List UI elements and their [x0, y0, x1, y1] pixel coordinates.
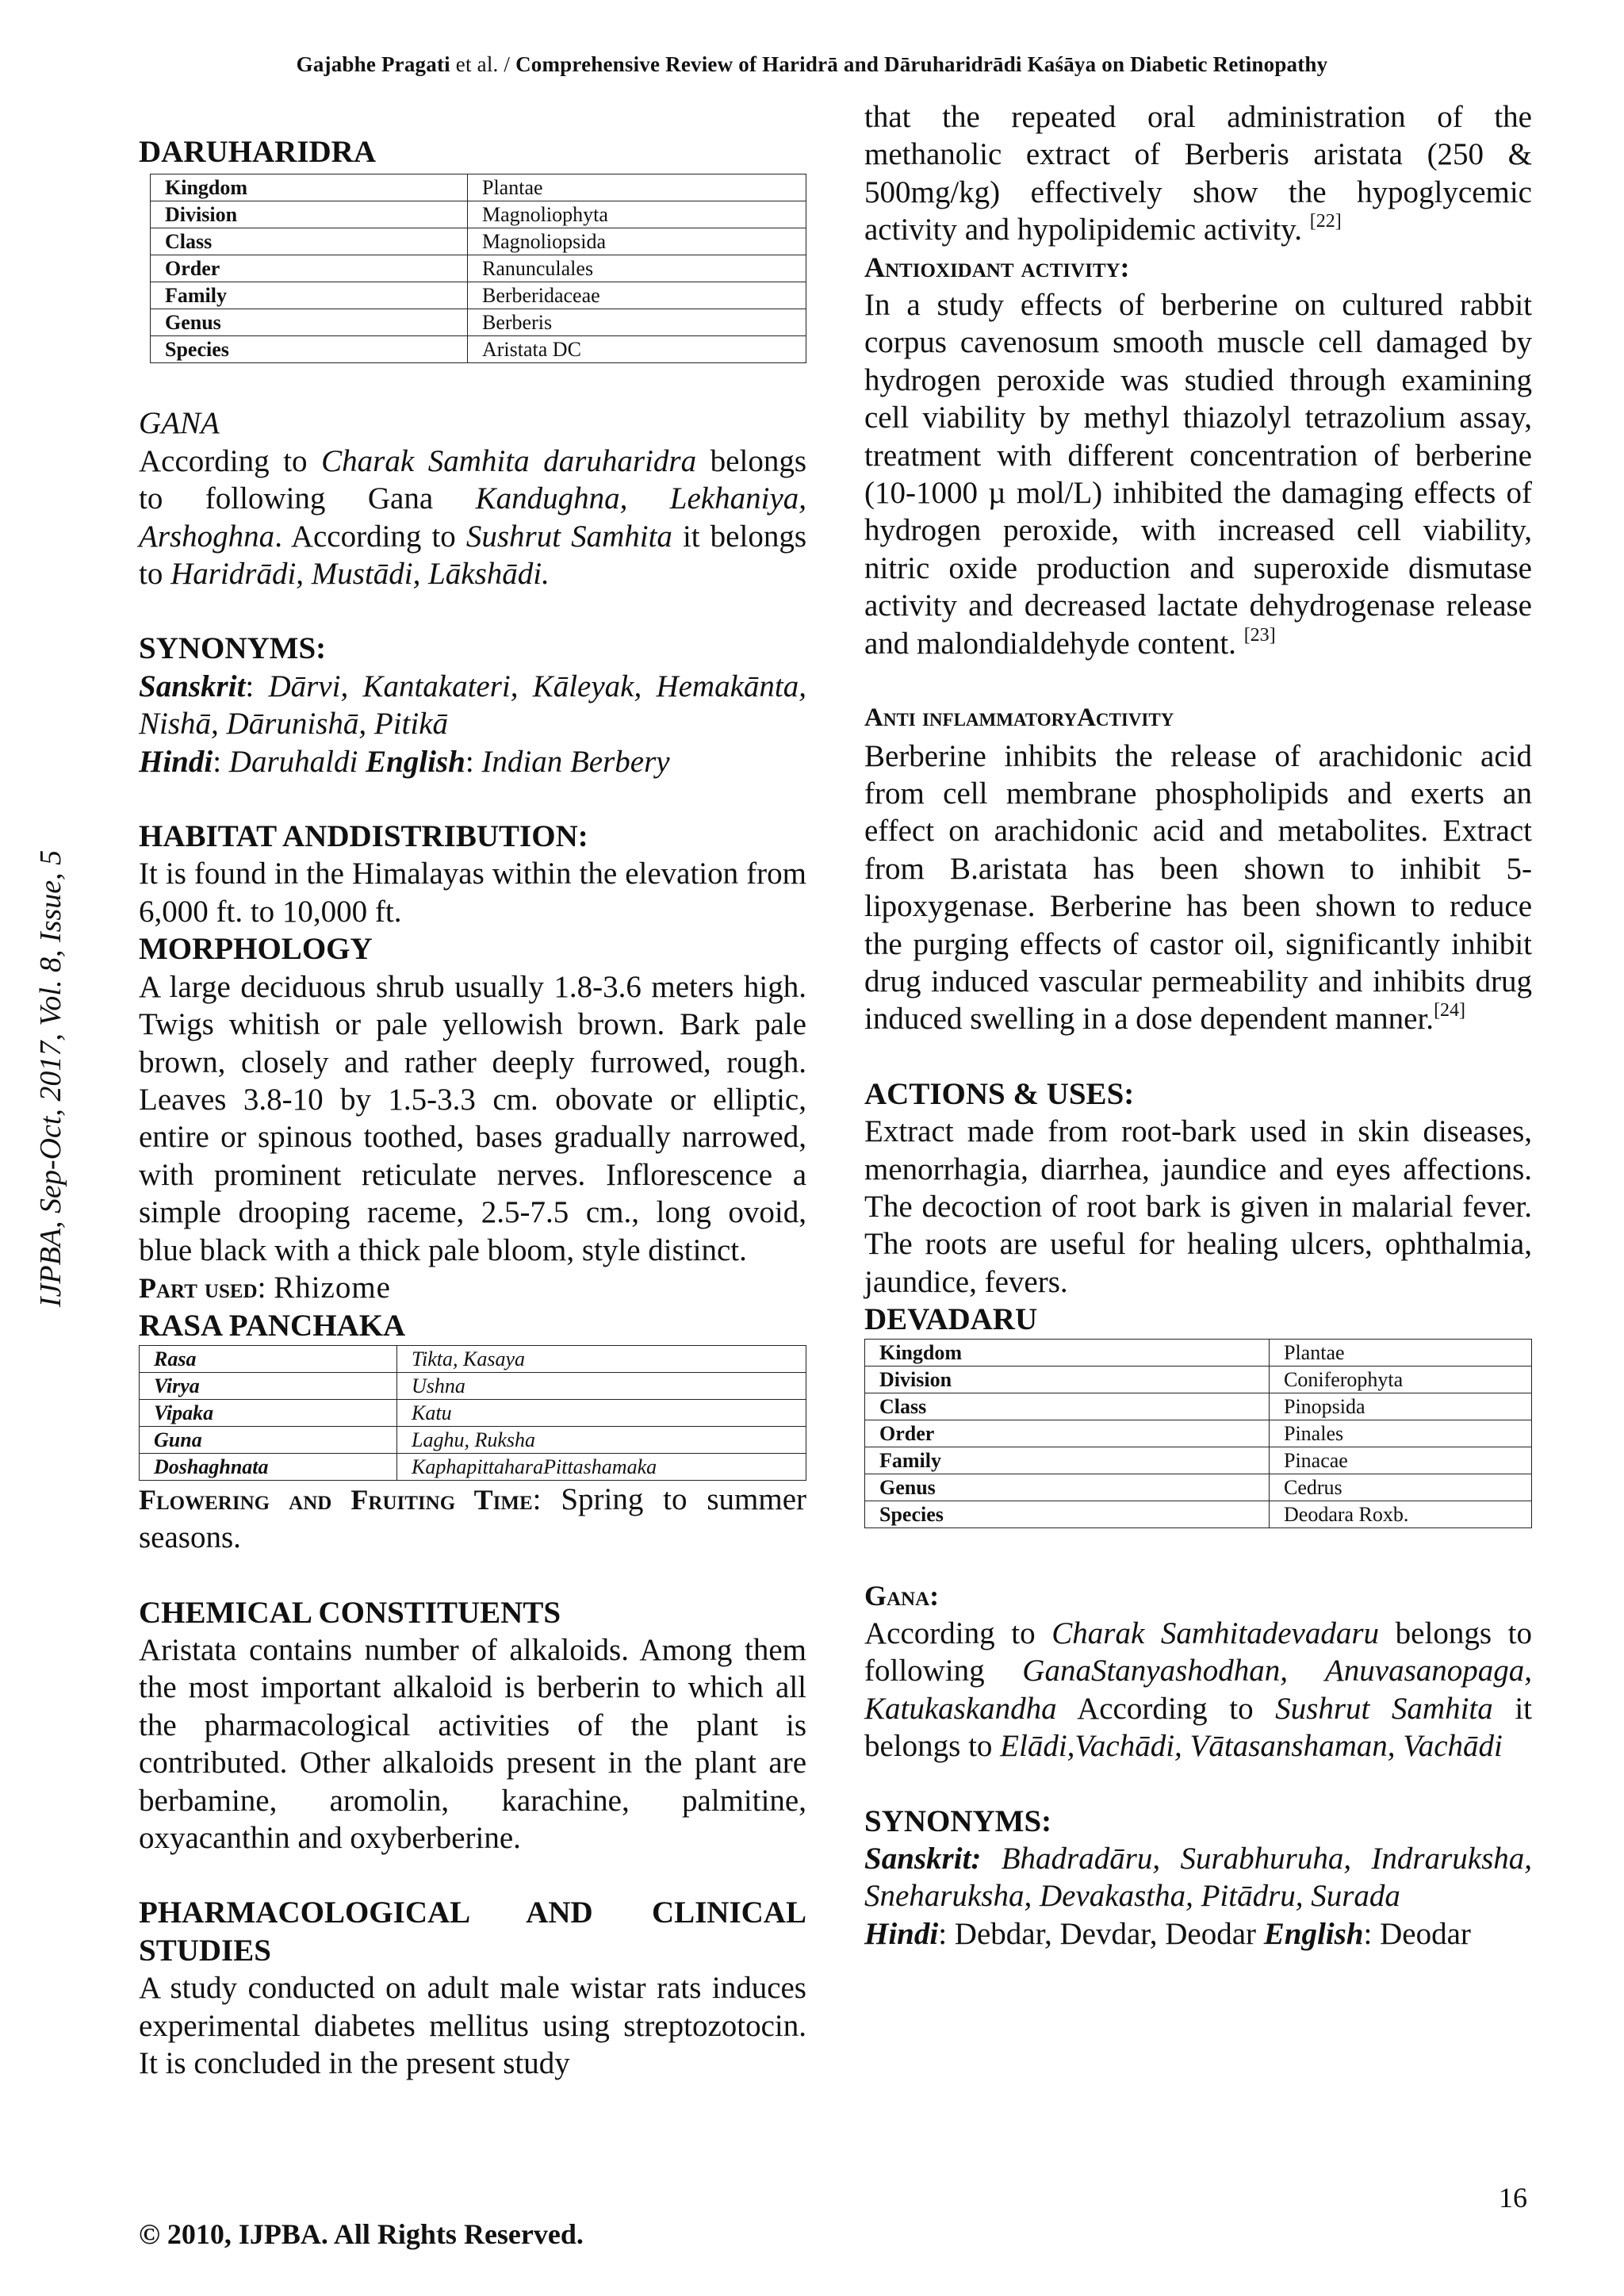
right-column — [864, 98, 1532, 1953]
taxonomy-row — [865, 1474, 1532, 1501]
page-number: 16 — [1499, 2182, 1527, 2214]
taxonomy-row-value: Deodara Roxb. — [1270, 1501, 1532, 1527]
rasa-panchaka-table — [139, 1345, 806, 1481]
taxonomy-row — [151, 309, 806, 336]
part-used: Part used: Rhizome — [139, 1270, 391, 1305]
daruharidra-heading: DARUHARIDRA — [139, 135, 376, 169]
rasa-row-value: Ushna — [397, 1372, 806, 1399]
taxonomy-row-value: Pinopsida — [1270, 1393, 1532, 1420]
antioxidant-paragraph: In a study effects of berberine on cultured rabbit corpus cavenosum smooth muscle cell damaged by hydrogen peroxide was studied through examining cell viability by methyl thiazolyl tetrazolium assay, treatment with different concentration of berberine (10-1000 µ mol/L) inhibited the damaging effects of hydrogen peroxide, with increased cell viability, nitric oxide production and superoxide dismutase activity and decreased lactate dehydrogenase release and malondialdehyde content. [23] — [864, 288, 1532, 661]
devadaru-taxonomy-table — [864, 1339, 1532, 1528]
chemical-constituents-paragraph: Aristata contains number of alkaloids. Among them the most important alkaloid is berberin to which all the pharmacological activities of the plant is contributed. Other alkaloids present in the plant are berbamine, aromolin, karachine, palmitine, oxyacanthin and oxyberberine. — [139, 1632, 806, 1855]
pharmacological-heading: PHARMACOLOGICAL AND CLINICAL STUDIES — [139, 1895, 806, 1968]
rasa-row — [140, 1426, 806, 1453]
taxonomy-row-value: Plantae — [1270, 1339, 1532, 1366]
rasa-row-value: Tikta, Kasaya — [397, 1345, 806, 1372]
devadaru-synonyms-hindi-english: Hindi: Debdar, Devdar, Deodar English: Deodar — [864, 1916, 1471, 1951]
taxonomy-row-label: Species — [151, 336, 468, 363]
taxonomy-row-label: Kingdom — [151, 174, 468, 201]
left-column — [139, 133, 806, 2082]
rasa-row-value: Katu — [397, 1399, 806, 1426]
taxonomy-row-label: Class — [151, 228, 468, 255]
daruharidra-taxonomy-table — [150, 174, 806, 363]
morphology-heading: MORPHOLOGY — [139, 932, 373, 967]
devadaru-heading: DEVADARU — [864, 1302, 1038, 1337]
taxonomy-row-value: Magnoliopsida — [468, 228, 806, 255]
rasa-row — [140, 1399, 806, 1426]
taxonomy-row — [151, 255, 806, 282]
taxonomy-row-label: Class — [865, 1393, 1270, 1420]
rasa-panchaka-heading: RASA PANCHAKA — [139, 1309, 406, 1343]
taxonomy-row-label: Species — [865, 1501, 1270, 1527]
running-header — [0, 52, 1624, 77]
taxonomy-row-value: Coniferophyta — [1270, 1366, 1532, 1393]
taxonomy-row — [865, 1393, 1532, 1420]
taxonomy-row-label: Genus — [151, 309, 468, 336]
chemical-constituents-heading: CHEMICAL CONSTITUENTS — [139, 1595, 561, 1630]
synonyms-sanskrit: Sanskrit: Dārvi, Kantakateri, Kāleyak, Hemakānta, Nishā, Dārunishā, Pitikā — [139, 669, 806, 742]
taxonomy-row — [865, 1339, 1532, 1366]
synonyms-heading: SYNONYMS: — [139, 631, 327, 666]
taxonomy-row — [151, 201, 806, 228]
anti-inflammatory-heading: Anti inflammatoryActivity — [864, 703, 1174, 733]
taxonomy-row — [151, 228, 806, 255]
rasa-row — [140, 1372, 806, 1399]
taxonomy-row — [151, 174, 806, 201]
rasa-row-label: Vipaka — [140, 1399, 397, 1426]
taxonomy-row-value: Aristata DC — [468, 336, 806, 363]
taxonomy-row — [865, 1501, 1532, 1527]
rasa-row — [140, 1453, 806, 1480]
taxonomy-row — [151, 336, 806, 363]
devadaru-synonyms-heading: SYNONYMS: — [864, 1803, 1052, 1838]
taxonomy-row-value: Berberis — [468, 309, 806, 336]
pharmacological-continued: that the repeated oral administration of the methanolic extract of Berberis aristata (250 & 500mg/kg) effectively show the hypoglycemic activity and hypolipidemic activity. [22] — [864, 100, 1532, 247]
gana-paragraph: According to Charak Samhita daruharidra belongs to following Gana Kandughna, Lekhaniya, Arshoghna. According to Sushrut Samhita it belongs to Haridrādi, Mustādi, Lākshādi. — [139, 443, 807, 592]
rasa-row-label: Doshaghnata — [140, 1453, 397, 1480]
anti-inflammatory-paragraph: Berberine inhibits the release of arachidonic acid from cell membrane phospholipids and exerts an effect on arachidonic acid and metabolites. Extract from B.aristata has been shown to inhibit 5-lipoxygenase. Berberine has been shown to reduce the purging effects of castor oil, significantly inhibit drug induced vascular permeability and inhibits drug induced swelling in a dose dependent manner.[24] — [864, 738, 1532, 1037]
morphology-paragraph: A large deciduous shrub usually 1.8-3.6 meters high. Twigs whitish or pale yellowish brown. Bark pale brown, closely and rather deeply furrowed, rough. Leaves 3.8-10 by 1.5-3.3 cm. obovate or elliptic, entire or spinous toothed, bases gradually narrowed, with prominent reticulate nerves. Inflorescence a simple drooping raceme, 2.5-7.5 cm., long ovoid, blue black with a thick pale bloom, style distinct. — [139, 969, 806, 1267]
rasa-row-value: Laghu, Ruksha — [397, 1426, 806, 1453]
taxonomy-row-label: Division — [151, 201, 468, 228]
header-author: Gajabhe Pragati — [296, 52, 450, 76]
taxonomy-row-label: Family — [151, 282, 468, 309]
taxonomy-row-value: Magnoliophyta — [468, 201, 806, 228]
devadaru-gana-paragraph: According to Charak Samhitadevadaru belongs to following GanaStanyashodhan, Anuvasanopaga, Katukaskandha According to Sushrut Samhita it belongs to Elādi,Vachādi, Vātasanshaman, Vachādi — [864, 1616, 1533, 1764]
devadaru-synonyms-sanskrit: Sanskrit: Bhadradāru, Surabhuruha, Indraruksha, Sneharuksha, Devakastha, Pitādru, Surada — [864, 1842, 1532, 1914]
taxonomy-row — [865, 1447, 1532, 1474]
pharmacological-paragraph: A study conducted on adult male wistar rats induces experimental diabetes mellitus using streptozotocin. It is concluded in the present study — [139, 1971, 806, 2081]
taxonomy-row-label: Kingdom — [865, 1339, 1270, 1366]
journal-sidebar-label: IJPBA, Sep-Oct, 2017, Vol. 8, Issue, 5 — [34, 849, 67, 1308]
actions-uses-heading: ACTIONS & USES: — [864, 1076, 1135, 1111]
taxonomy-row-value: Pinales — [1270, 1420, 1532, 1447]
habitat-paragraph: It is found in the Himalayas within the elevation from 6,000 ft. to 10,000 ft. — [139, 857, 806, 929]
taxonomy-row-value: Berberidaceae — [468, 282, 806, 309]
taxonomy-row-value: Cedrus — [1270, 1474, 1532, 1501]
taxonomy-row-value: Ranunculales — [468, 255, 806, 282]
copyright-footer: © 2010, IJPBA. All Rights Reserved. — [139, 2218, 584, 2250]
taxonomy-row — [865, 1366, 1532, 1393]
taxonomy-row-label: Order — [865, 1420, 1270, 1447]
rasa-row-label: Rasa — [140, 1345, 397, 1372]
header-etal: et al. / — [450, 52, 516, 76]
rasa-row-label: Virya — [140, 1372, 397, 1399]
rasa-row — [140, 1345, 806, 1372]
taxonomy-row — [151, 282, 806, 309]
header-title: Comprehensive Review of Haridrā and Dāruharidrādi Kaśāya on Diabetic Retinopathy — [515, 52, 1328, 76]
taxonomy-row-label: Division — [865, 1366, 1270, 1393]
taxonomy-row-value: Pinacae — [1270, 1447, 1532, 1474]
taxonomy-row — [865, 1420, 1532, 1447]
rasa-row-label: Guna — [140, 1426, 397, 1453]
devadaru-gana-heading: Gana: — [864, 1579, 940, 1612]
actions-uses-paragraph: Extract made from root-bark used in skin diseases, menorrhagia, diarrhea, jaundice and eyes affections. The decoction of root bark is given in malarial fever. The roots are useful for healing ulcers, ophthalmia, jaundice, fevers. — [864, 1114, 1532, 1299]
habitat-heading: HABITAT ANDDISTRIBUTION: — [139, 819, 588, 854]
taxonomy-row-label: Genus — [865, 1474, 1270, 1501]
flowering-fruiting: Flowering and Fruiting Time: Spring to summer seasons. — [139, 1481, 806, 1555]
gana-heading: GANA — [139, 406, 220, 441]
taxonomy-row-label: Family — [865, 1447, 1270, 1474]
rasa-row-value: KaphapittaharaPittashamaka — [397, 1453, 806, 1480]
synonyms-hindi-english: Hindi: Daruhaldi English: Indian Berbery — [139, 744, 670, 779]
taxonomy-row-value: Plantae — [468, 174, 806, 201]
antioxidant-heading: Antioxidant activity: — [864, 251, 1130, 283]
taxonomy-row-label: Order — [151, 255, 468, 282]
